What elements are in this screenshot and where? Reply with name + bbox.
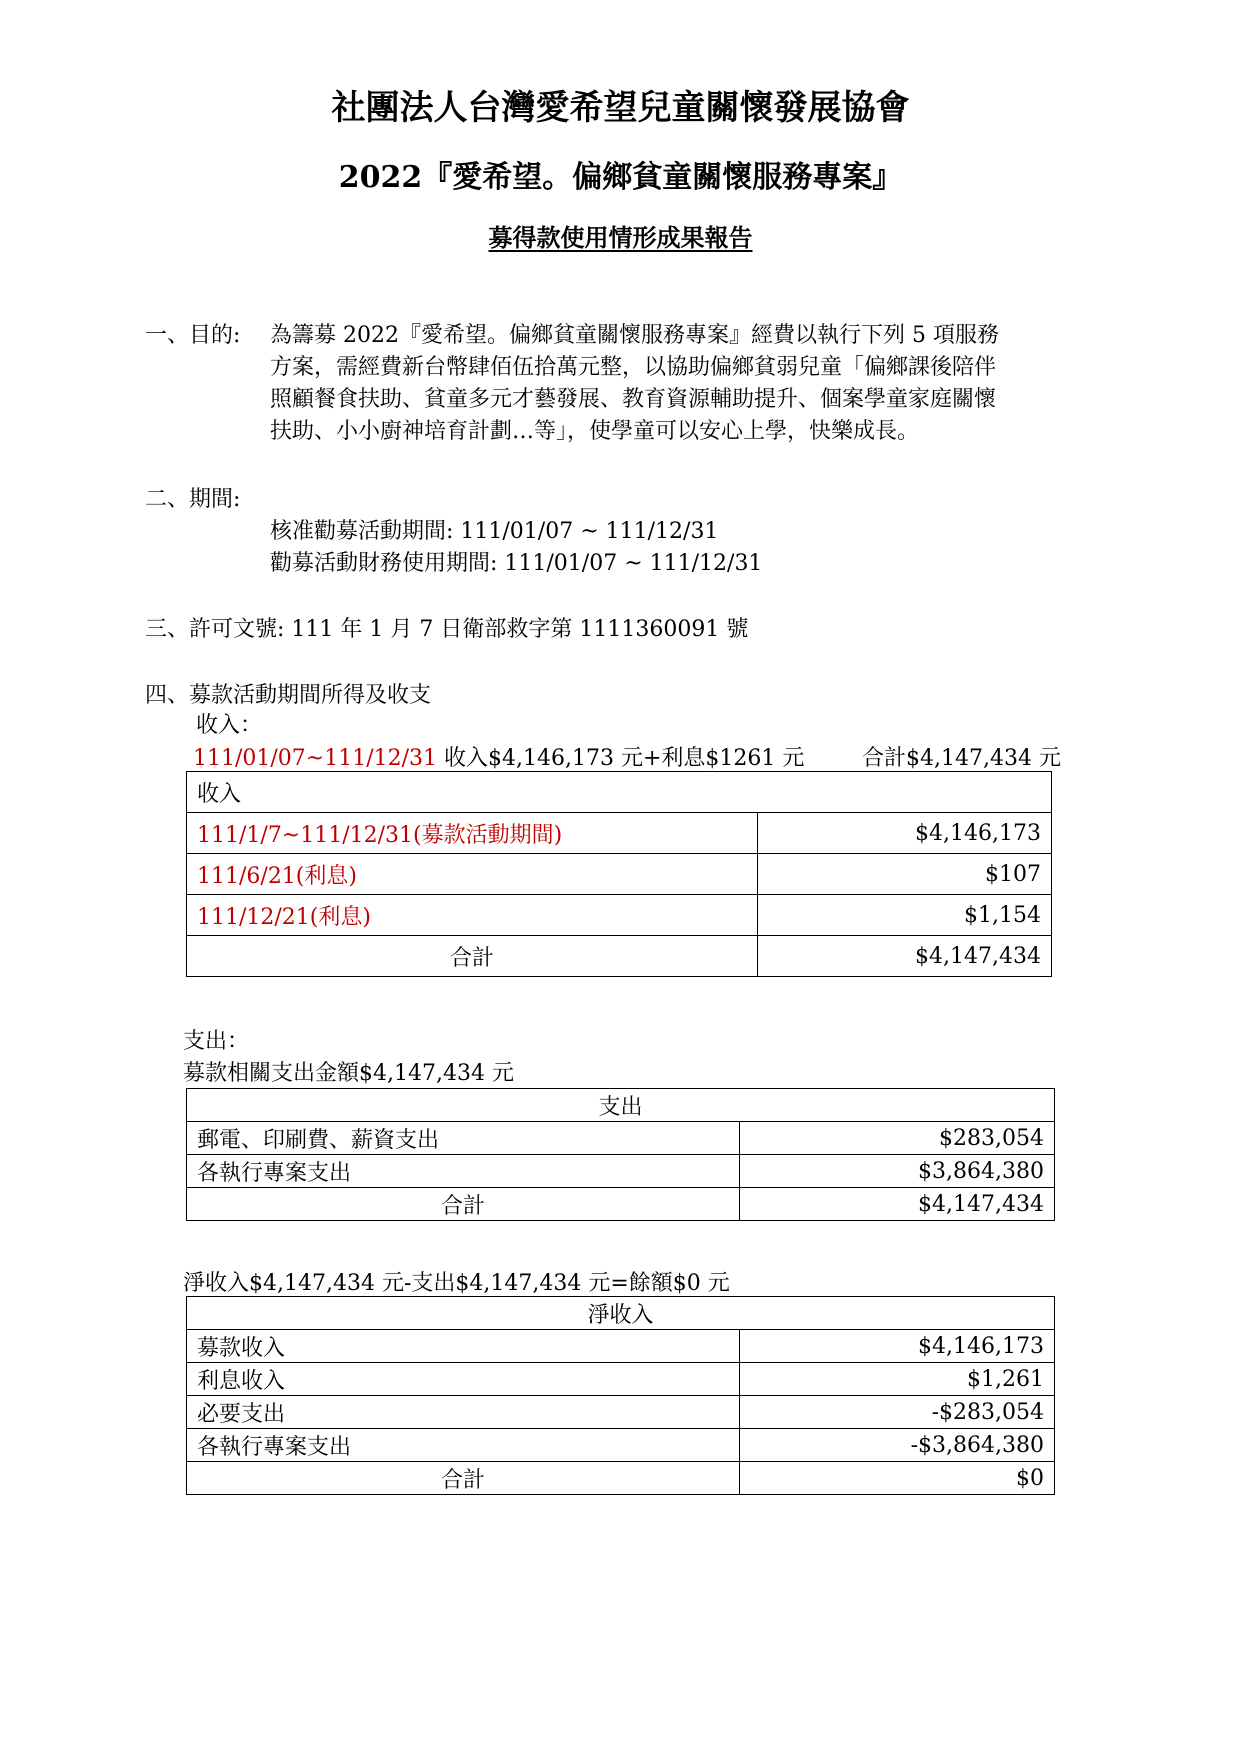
net-row-value: -$283,054 bbox=[740, 1396, 1055, 1429]
project-title: 2022『愛希望。偏鄉貧童關懷服務專案』 bbox=[338, 160, 903, 195]
net-total-label: 合計 bbox=[187, 1462, 740, 1495]
report-title: 募得款使用情形成果報告 bbox=[488, 223, 753, 252]
table-row bbox=[187, 813, 1052, 854]
expense-row-label: 各執行專案支出 bbox=[187, 1155, 740, 1188]
income-table-header: 收入 bbox=[187, 772, 1052, 813]
income-total-summary: 合計$4,147,434 元 bbox=[862, 746, 1061, 771]
period-label: 二、期間: bbox=[145, 487, 241, 512]
income-total-value: $4,147,434 bbox=[758, 936, 1052, 977]
table-row bbox=[187, 854, 1052, 895]
expense-row-value: $3,864,380 bbox=[740, 1155, 1055, 1188]
expense-label: 支出： bbox=[183, 1029, 250, 1054]
income-row-value: $4,146,173 bbox=[758, 813, 1052, 854]
net-table-header: 淨收入 bbox=[187, 1297, 1055, 1330]
net-row-label: 各執行專案支出 bbox=[187, 1429, 740, 1462]
period-approved: 核准勸募活動期間: 111/01/07 ~ 111/12/31 bbox=[270, 519, 719, 544]
expense-row-label: 郵電、印刷費、薪資支出 bbox=[187, 1122, 740, 1155]
income-row-label: 111/1/7~111/12/31(募款活動期間) bbox=[187, 813, 758, 854]
net-row-value: -$3,864,380 bbox=[740, 1429, 1055, 1462]
net-summary: 淨收入$4,147,434 元-支出$4,147,434 元=餘額$0 元 bbox=[183, 1271, 730, 1296]
table-row bbox=[187, 1462, 1055, 1495]
net-row-value: $4,146,173 bbox=[740, 1330, 1055, 1363]
net-table bbox=[186, 1296, 1055, 1495]
income-row-label: 111/12/21(利息) bbox=[187, 895, 758, 936]
period-finance: 勸募活動財務使用期間: 111/01/07 ~ 111/12/31 bbox=[270, 551, 763, 576]
net-row-label: 利息收入 bbox=[187, 1363, 740, 1396]
purpose-line: 為籌募 2022『愛希望。偏鄉貧童關懷服務專案』經費以執行下列 5 項服務 bbox=[270, 323, 999, 348]
expense-total-label: 合計 bbox=[187, 1188, 740, 1221]
purpose-line: 方案，需經費新台幣肆佰伍拾萬元整，以協助偏鄉貧弱兒童「偏鄉課後陪伴 bbox=[270, 355, 997, 380]
income-period: 111/01/07~111/12/31 bbox=[193, 746, 438, 771]
table-row bbox=[187, 1363, 1055, 1396]
net-total-value: $0 bbox=[740, 1462, 1055, 1495]
org-title: 社團法人台灣愛希望兒童關懷發展協會 bbox=[331, 88, 910, 128]
income-table bbox=[186, 771, 1052, 977]
table-row bbox=[187, 1330, 1055, 1363]
table-row bbox=[187, 1188, 1055, 1221]
income-summary bbox=[193, 741, 804, 772]
permit-number: 三、許可文號: 111 年 1 月 7 日衛部救字第 1111360091 號 bbox=[145, 617, 749, 642]
table-row bbox=[187, 895, 1052, 936]
table-row bbox=[187, 1155, 1055, 1188]
expense-total-value: $4,147,434 bbox=[740, 1188, 1055, 1221]
income-row-label: 111/6/21(利息) bbox=[187, 854, 758, 895]
income-total-label: 合計 bbox=[187, 936, 758, 977]
table-row bbox=[187, 1122, 1055, 1155]
income-summary-text: 收入$4,146,173 元+利息$1261 元 bbox=[437, 746, 805, 771]
expense-table-header: 支出 bbox=[187, 1089, 1055, 1122]
net-row-value: $1,261 bbox=[740, 1363, 1055, 1396]
income-row-value: $107 bbox=[758, 854, 1052, 895]
purpose-label: 一、目的: bbox=[145, 323, 241, 348]
table-row bbox=[187, 1429, 1055, 1462]
purpose-line: 照顧餐食扶助、貧童多元才藝發展、教育資源輔助提升、個案學童家庭關懷 bbox=[270, 387, 997, 412]
purpose-line: 扶助、小小廚神培育計劃…等」，使學童可以安心上學，快樂成長。 bbox=[270, 419, 920, 444]
table-row bbox=[187, 1396, 1055, 1429]
table-row bbox=[187, 936, 1052, 977]
expense-summary: 募款相關支出金額$4,147,434 元 bbox=[183, 1061, 514, 1086]
expense-row-value: $283,054 bbox=[740, 1122, 1055, 1155]
net-row-label: 募款收入 bbox=[187, 1330, 740, 1363]
net-row-label: 必要支出 bbox=[187, 1396, 740, 1429]
income-label: 收入： bbox=[196, 713, 263, 738]
section4-label: 四、募款活動期間所得及收支 bbox=[145, 683, 432, 708]
income-row-value: $1,154 bbox=[758, 895, 1052, 936]
expense-table bbox=[186, 1088, 1055, 1221]
